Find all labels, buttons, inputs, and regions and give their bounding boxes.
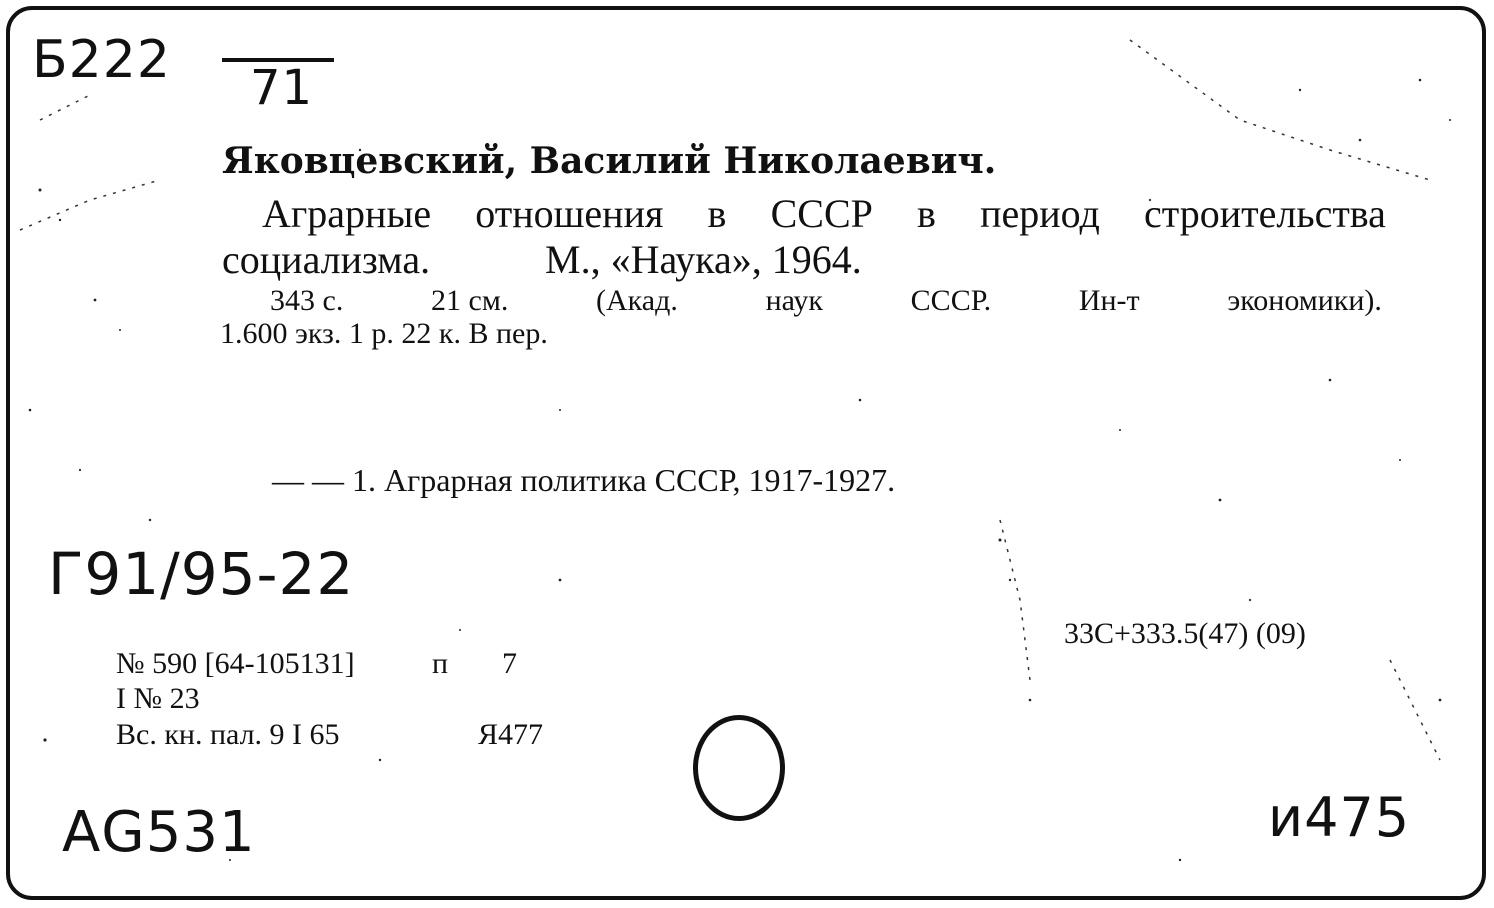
handwritten-call-suffix: 71 <box>250 60 314 116</box>
issue-number: I № 23 <box>116 682 200 715</box>
collation-item: (Акад. <box>596 284 678 317</box>
collation-item: наук <box>765 284 823 317</box>
record-p: п <box>432 647 449 680</box>
author-code: Я477 <box>478 718 544 751</box>
handwritten-shelf-mark: и475 <box>1268 786 1411 849</box>
title-word: СССР <box>770 191 873 236</box>
handwritten-call-number: Б222 <box>32 30 171 90</box>
title-word: в <box>917 191 936 236</box>
collation-item: экономики). <box>1227 284 1382 317</box>
collation-item: СССР. <box>910 284 992 317</box>
collation-line-2: 1.600 экз. 1 р. 22 к. В пер. <box>220 317 548 350</box>
record-num: 7 <box>502 647 517 680</box>
punch-hole <box>693 715 785 821</box>
handwritten-accession: АG531 <box>62 800 256 865</box>
book-chamber-line: Вс. кн. пал. 9 I 65 <box>116 718 340 751</box>
collation-line-1 <box>270 284 1382 318</box>
handwritten-inventory: Г91/95-22 <box>48 540 355 608</box>
title-line-1 <box>262 190 1386 237</box>
title-word: Аграрные <box>262 191 432 236</box>
record-number: № 590 [64-105131] <box>116 647 355 680</box>
imprint: М., «Наука», 1964. <box>545 237 862 282</box>
title-word: строительства <box>1144 191 1386 236</box>
title-line-2: социализма. <box>222 237 431 282</box>
collation-item: 343 с. <box>270 284 344 317</box>
collation-item: 21 см. <box>431 284 509 317</box>
author-heading: Яковцевский, Василий Николаевич. <box>222 140 997 182</box>
title-word: отношения <box>475 191 664 236</box>
title-word: в <box>707 191 727 236</box>
classification-index: 33С+333.5(47) (09) <box>1064 617 1306 650</box>
collation-item: Ин-т <box>1078 284 1140 317</box>
subject-heading: — — 1. Аграрная политика СССР, 1917-1927. <box>272 462 896 498</box>
title-word: период <box>980 191 1100 236</box>
